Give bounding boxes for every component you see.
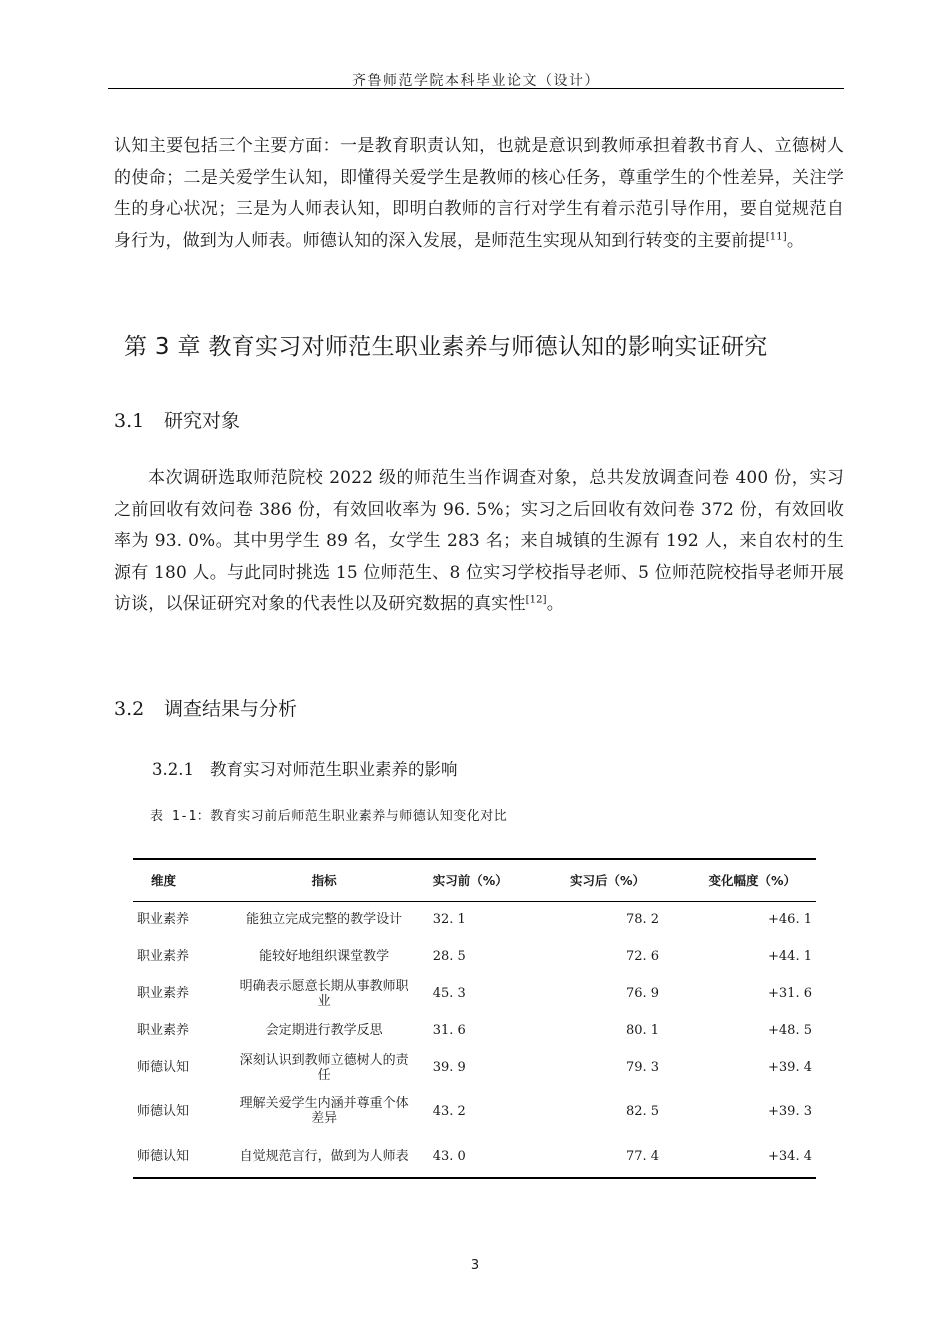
header-change: 变化幅度（%） [708, 873, 796, 889]
table-row [133, 938, 816, 975]
cell-change: +39. 4 [768, 1060, 812, 1075]
cell-change: +31. 6 [768, 986, 812, 1001]
subsection-number: 3.2.1 [152, 760, 194, 779]
table-row [133, 1086, 816, 1136]
table-header-row [133, 859, 816, 901]
cell-after: 77. 4 [625, 1149, 660, 1164]
cell-before: 28. 5 [432, 949, 466, 964]
cell-indicator: 自觉规范言行，做到为人师表 [239, 1149, 409, 1164]
table-row [133, 1012, 816, 1049]
cell-change: +46. 1 [768, 912, 812, 928]
cell-before: 43. 0 [432, 1149, 466, 1164]
paragraph-end: 。 [546, 594, 564, 614]
cell-dimension: 师德认知 [137, 1149, 190, 1164]
table-row [133, 975, 816, 1012]
table-row [133, 1049, 816, 1086]
cell-after: 80. 1 [625, 1023, 660, 1038]
cell-before: 32. 1 [432, 912, 466, 928]
paragraph-research-subjects [114, 463, 844, 621]
header-indicator: 指标 [311, 873, 337, 889]
cell-indicator: 能较好地组织课堂教学 [259, 949, 390, 964]
paragraph-text: 认知主要包括三个主要方面：一是教育职责认知，也就是意识到教师承担着教书育人、立德树人的使命；二是关爱学生认知，即懂得关爱学生是教师的核心任务，尊重学生的个性差异，关注学生的身心状况；三是为人师表认知，即明白教师的言行对学生有着示范引导作用，要自觉规范自身行为，做到为人师表。师德认知的深入发展，是师范生实现从知到行转变的主要前提 [114, 136, 844, 251]
citation-ref: [11] [765, 230, 787, 242]
cell-after: 78. 2 [625, 912, 660, 928]
cell-dimension: 师德认知 [137, 1060, 190, 1075]
cell-before: 39. 9 [432, 1060, 466, 1075]
page-header: 齐鲁师范学院本科毕业论文（设计） [352, 73, 600, 89]
cell-dimension: 师德认知 [137, 1103, 190, 1119]
section-number: 3.1 [114, 410, 145, 432]
cell-before: 43. 2 [432, 1103, 466, 1119]
cell-indicator: 深刻认识到教师立德树人的责任 [239, 1052, 409, 1083]
cell-change: +34. 4 [768, 1149, 812, 1164]
citation-ref: [12] [525, 594, 547, 606]
header-before: 实习前（%） [432, 873, 508, 889]
cell-dimension: 职业素养 [137, 912, 190, 928]
cell-indicator: 明确表示愿意长期从事教师职业 [239, 978, 409, 1009]
table-caption: 表 1-1：教育实习前后师范生职业素养与师德认知变化对比 [150, 809, 508, 824]
cell-indicator: 理解关爱学生内涵并尊重个体差异 [239, 1096, 409, 1126]
paragraph-moral-cognition [114, 131, 844, 257]
page-number: 3 [470, 1258, 480, 1273]
section-heading-3-1 [114, 406, 240, 433]
header-after: 实习后（%） [570, 873, 646, 889]
cell-after: 82. 5 [625, 1103, 660, 1119]
paragraph-end: 。 [786, 230, 804, 251]
header-rule [108, 88, 844, 89]
cell-dimension: 职业素养 [137, 986, 190, 1001]
section-title: 调查结果与分析 [164, 698, 298, 720]
cell-before: 31. 6 [432, 1023, 466, 1038]
cell-after: 72. 6 [625, 949, 660, 964]
chapter-title: 第 3 章 教育实习对师范生职业素养与师德认知的影响实证研究 [124, 334, 768, 360]
comparison-table [133, 858, 816, 1179]
section-heading-3-2 [114, 694, 297, 721]
cell-change: +39. 3 [768, 1103, 812, 1119]
paragraph-text: 本次调研选取师范院校 2022 级的师范生当作调查对象，总共发放调查问卷 400 份，实习之前回收有效问卷 386 份，有效回收率为 96. 5%；实习之后回收有效问卷 372 份，有效回收率为 93. 0%。其中男学生 89 名，女学生 283 名；来自城镇的生源有 192 人，来自农村的生源有 180 人。与此同时挑选 15 位师范生、8 位实习学校指导老师、5 位师范院校指导老师开展访谈，以保证研究对象的代表性以及研究数据的真实性 [114, 468, 844, 614]
cell-dimension: 职业素养 [137, 949, 190, 964]
subsection-heading-3-2-1 [152, 756, 458, 780]
cell-indicator: 能独立完成完整的教学设计 [246, 912, 403, 928]
section-title: 研究对象 [164, 410, 241, 432]
section-number: 3.2 [114, 698, 145, 720]
subsection-title: 教育实习对师范生职业素养的影响 [210, 760, 458, 779]
cell-change: +44. 1 [768, 949, 812, 964]
table-row [133, 901, 816, 938]
cell-after: 76. 9 [625, 986, 660, 1001]
cell-after: 79. 3 [625, 1060, 660, 1075]
cell-before: 45. 3 [432, 986, 466, 1001]
cell-indicator: 会定期进行教学反思 [265, 1023, 383, 1038]
header-dimension: 维度 [151, 873, 177, 889]
cell-change: +48. 5 [768, 1023, 812, 1038]
table-row [133, 1136, 816, 1178]
cell-dimension: 职业素养 [137, 1023, 190, 1038]
